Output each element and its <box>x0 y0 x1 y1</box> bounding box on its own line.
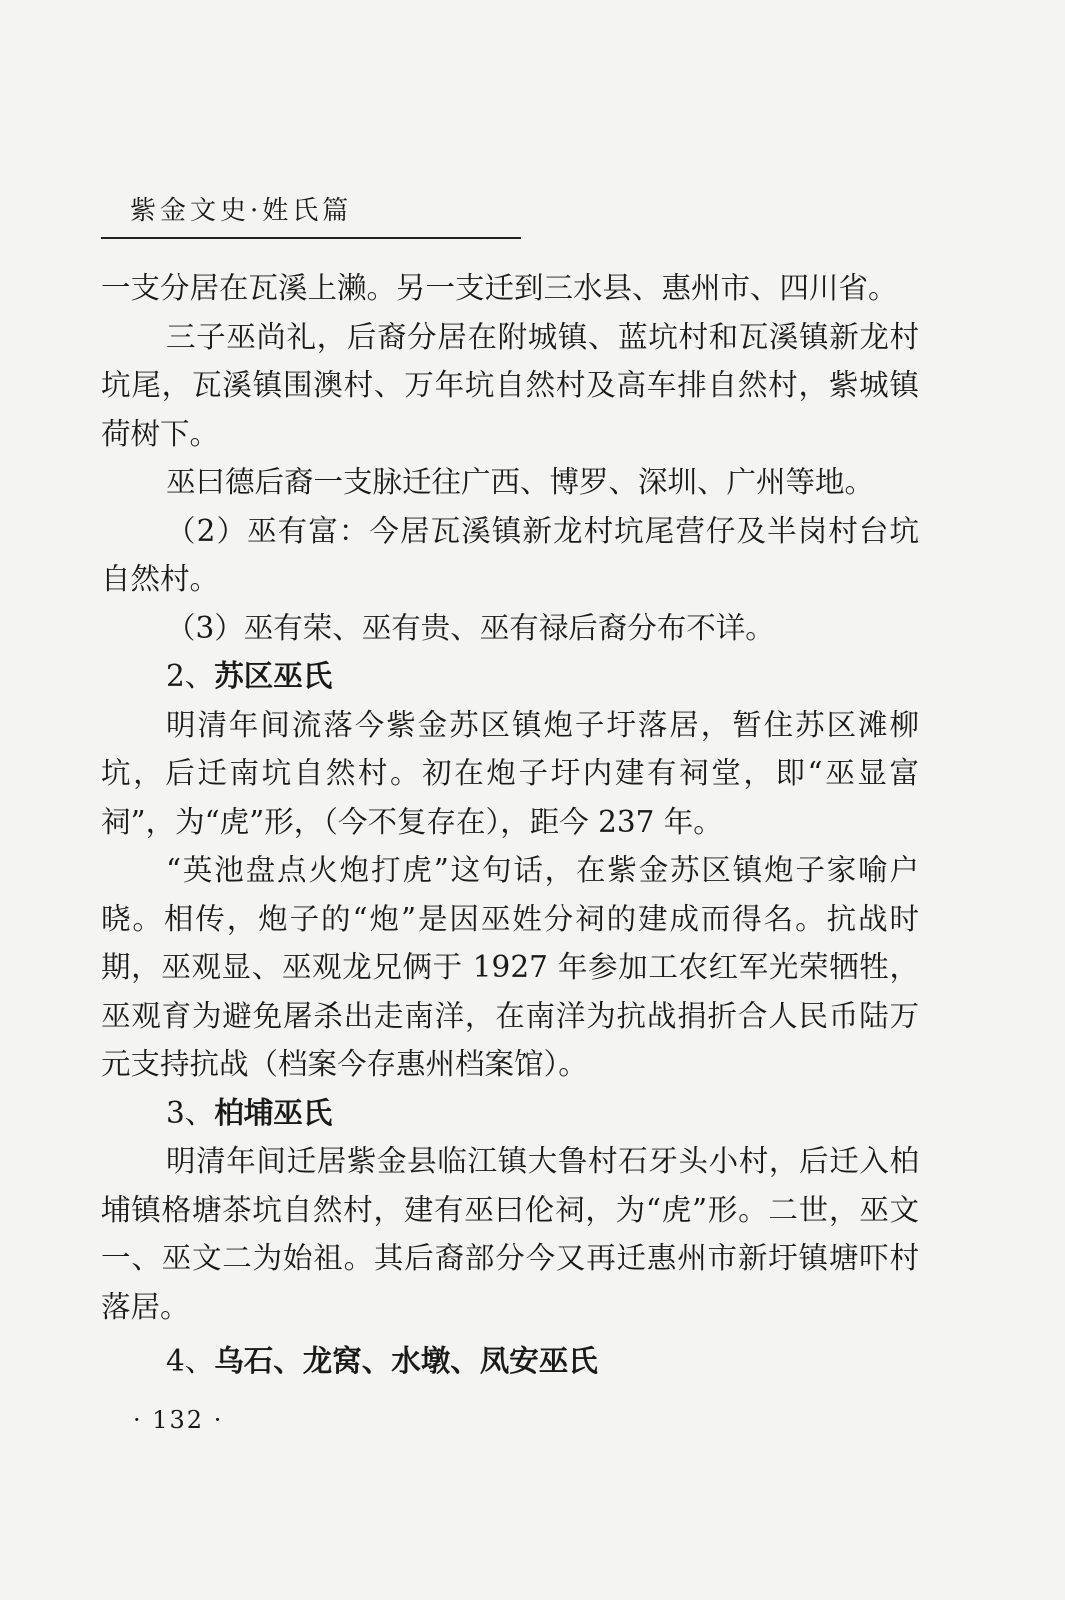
header-rule <box>101 237 521 239</box>
section-number: 2、 <box>166 659 215 693</box>
body-text <box>101 264 919 1386</box>
paragraph: （2）巫有富：今居瓦溪镇新龙村坑尾营仔及半岗村台坑自然村。 <box>101 513 919 596</box>
page-number: · 132 · <box>133 1406 224 1434</box>
paragraph: 一支分居在瓦溪上濑。另一支迁到三水县、惠州市、四川省。 <box>101 271 898 305</box>
section-title: 柏埔巫氏 <box>214 1095 333 1130</box>
section-heading <box>101 652 919 701</box>
running-header: 紫金文史·姓氏篇 <box>130 196 353 226</box>
section-title: 苏区巫氏 <box>214 659 333 693</box>
paragraph: （3）巫有荣、巫有贵、巫有禄后裔分布不详。 <box>166 610 775 645</box>
section-heading <box>101 1337 919 1386</box>
paragraph: 明清年间迁居紫金县临江镇大鲁村石牙头小村，后迁入柏埔镇格塘茶坑自然村，建有巫曰伦祠，为“虎”形。二世，巫文一、巫文二为始祖。其后裔部分今又再迁惠州市新圩镇塘吓村落居。 <box>101 1144 919 1324</box>
section-number: 4、 <box>166 1344 215 1378</box>
section-heading <box>101 1089 919 1138</box>
paragraph: 三子巫尚礼，后裔分居在附城镇、蓝坑村和瓦溪镇新龙村坑尾，瓦溪镇围澳村、万年坑自然村及高车排自然村，紫城镇荷树下。 <box>101 319 919 451</box>
paragraph: 明清年间流落今紫金苏区镇炮子圩落居，暂住苏区滩柳坑，后迁南坑自然村。初在炮子圩内建有祠堂，即“巫显富祠”，为“虎”形，（今不复存在），距今 237 年。 <box>101 707 919 839</box>
paragraph: “英池盘点火炮打虎”这句话，在紫金苏区镇炮子家喻户晓。相传，炮子的“炮”是因巫姓分祠的建成而得名。抗战时期，巫观显、巫观龙兄俩于 1927 年参加工农红军光荣牺牲，巫观育为避免屠杀出走南洋，在南洋为抗战捐折合人民币陆万元支持抗战（档案今存惠州档案馆）。 <box>101 853 919 1081</box>
section-number: 3、 <box>166 1095 215 1130</box>
section-title: 乌石、龙窝、水墩、凤安巫氏 <box>214 1344 598 1378</box>
paragraph: 巫曰德后裔一支脉迁往广西、博罗、深圳、广州等地。 <box>166 465 875 499</box>
